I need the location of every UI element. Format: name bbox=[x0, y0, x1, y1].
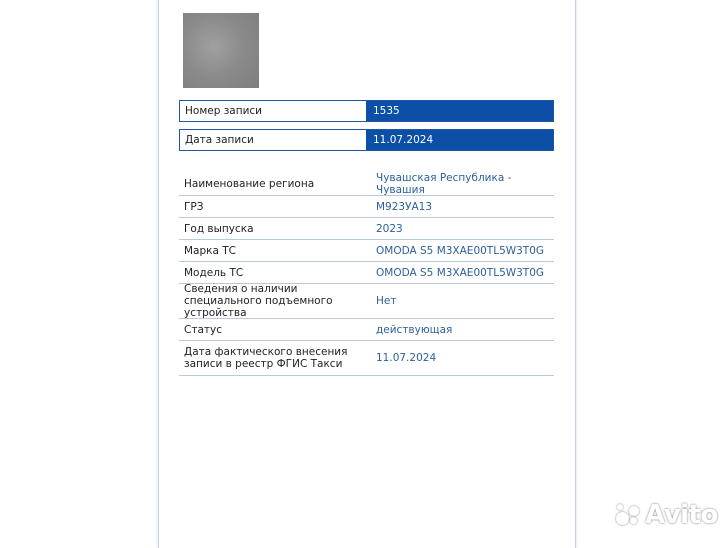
detail-value: 11.07.2024 bbox=[376, 352, 437, 364]
detail-value: OMODA S5 M3XAE00TL5W3T0G bbox=[376, 244, 545, 257]
detail-label: Дата фактического внесения записи в реестр ФГИС Такси bbox=[184, 346, 348, 370]
avito-logo-icon bbox=[614, 502, 642, 528]
detail-row-plate bbox=[179, 196, 554, 218]
details-table bbox=[179, 173, 554, 376]
detail-row-registry-date bbox=[179, 341, 554, 376]
document-page bbox=[158, 0, 576, 548]
avito-watermark-text: Avito bbox=[645, 500, 718, 530]
detail-label: Наименование региона bbox=[184, 178, 315, 190]
detail-value: М923УА13 bbox=[376, 200, 433, 213]
detail-row-lift-device bbox=[179, 284, 554, 319]
detail-label: Статус bbox=[184, 323, 222, 336]
detail-label: Марка ТС bbox=[184, 244, 237, 257]
detail-value: действующая bbox=[376, 323, 453, 336]
record-number-label: Номер записи bbox=[180, 101, 366, 121]
detail-label: Модель ТС bbox=[184, 266, 244, 279]
detail-row-year bbox=[179, 218, 554, 240]
avito-watermark bbox=[614, 500, 718, 530]
detail-label: Год выпуска bbox=[184, 222, 254, 235]
detail-row-make bbox=[179, 240, 554, 262]
detail-label: Сведения о наличии специального подъемного устройства bbox=[184, 283, 333, 319]
record-number-row bbox=[179, 100, 554, 122]
detail-value: Чувашская Республика - Чувашия bbox=[376, 172, 512, 196]
detail-value: Нет bbox=[376, 295, 397, 307]
detail-value: OMODA S5 M3XAE00TL5W3T0G bbox=[376, 266, 545, 279]
detail-row-region bbox=[179, 173, 554, 196]
record-date-row bbox=[179, 129, 554, 151]
detail-row-model bbox=[179, 262, 554, 284]
detail-label: ГРЗ bbox=[184, 200, 204, 213]
record-date-value: 11.07.2024 bbox=[366, 130, 553, 150]
record-number-value: 1535 bbox=[366, 101, 553, 121]
detail-value: 2023 bbox=[376, 222, 403, 235]
detail-row-status bbox=[179, 319, 554, 341]
record-date-label: Дата записи bbox=[180, 130, 366, 150]
blurred-photo bbox=[183, 13, 259, 88]
